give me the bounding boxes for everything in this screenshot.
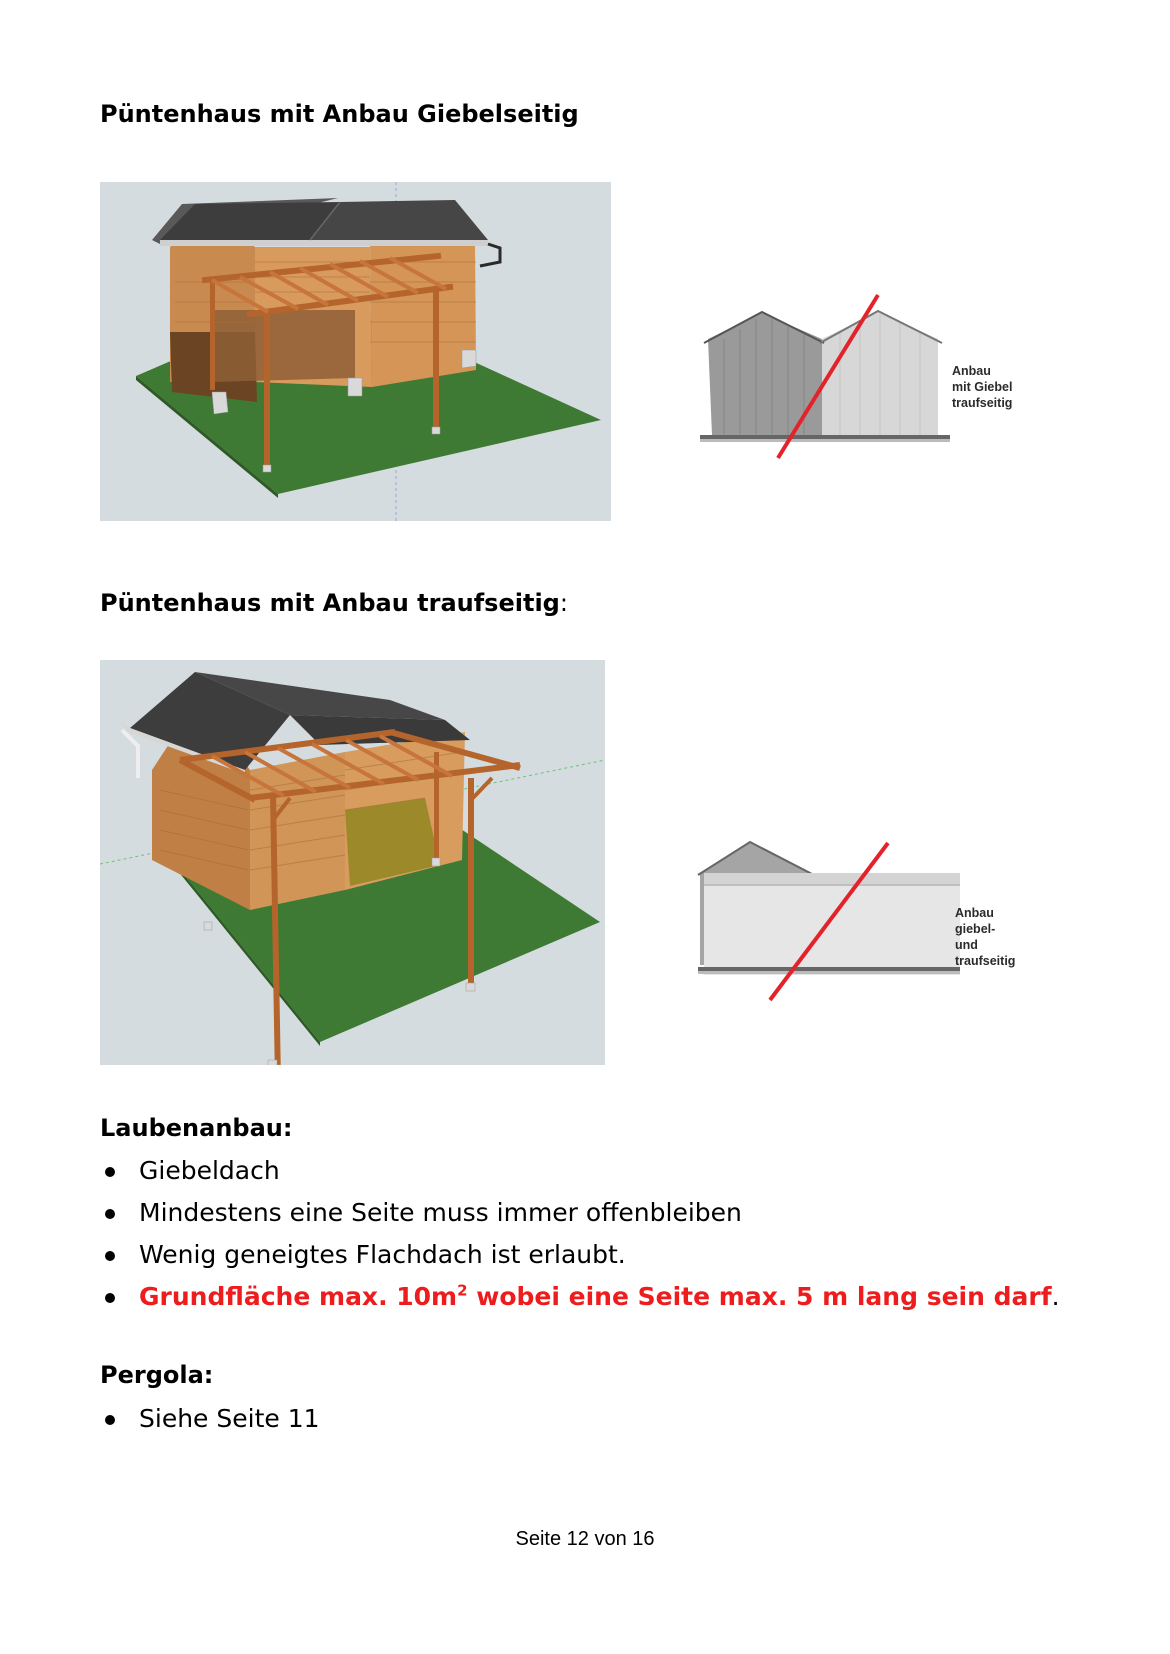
section-2-heading-bold: Püntenhaus mit Anbau traufseitig [100,589,560,617]
section-2-heading [100,589,568,617]
page-number: Seite 12 von 16 [515,1528,655,1550]
laubenanbau-heading: Laubenanbau: [100,1114,293,1142]
highlight-part-1: Grundfläche max. 10m [139,1282,458,1311]
diagram-eaves-forbidden [690,825,1016,1005]
highlight-suffix: . [1051,1282,1060,1311]
section-1-heading: Püntenhaus mit Anbau Giebelseitig [100,100,579,128]
diagram-label-1: Anbau mit Giebel traufseitig [952,364,1013,410]
render-image-eaves-extension [100,660,605,1065]
diagram-label-2: Anbau giebel- und traufseitig [955,906,1016,968]
bullet-icon [105,1293,115,1303]
laubenanbau-list [100,1150,1100,1318]
bullet-icon [105,1251,115,1261]
highlight-text [139,1282,1052,1311]
bullet-icon [105,1415,115,1425]
bullet-icon [105,1209,115,1219]
list-item-text: Giebeldach [139,1156,280,1185]
render-image-gable-extension [100,182,611,521]
highlight-part-2: wobei eine Seite max. 5 m lang sein darf [467,1282,1052,1311]
list-item [100,1192,1100,1234]
list-item-highlight [100,1276,1100,1318]
list-item-text: Siehe Seite 11 [139,1404,320,1433]
list-item [100,1150,1100,1192]
list-item [100,1234,1100,1276]
list-item [100,1398,1100,1440]
highlight-superscript: 2 [457,1281,468,1300]
pergola-heading: Pergola: [100,1361,214,1389]
list-item-text: Mindestens eine Seite muss immer offenbleiben [139,1198,742,1227]
pergola-list [100,1398,1100,1440]
bullet-icon [105,1167,115,1177]
section-2-heading-suffix: : [559,589,568,617]
diagram-gable-forbidden [700,285,1013,465]
list-item-text: Wenig geneigtes Flachdach ist erlaubt. [139,1240,626,1269]
